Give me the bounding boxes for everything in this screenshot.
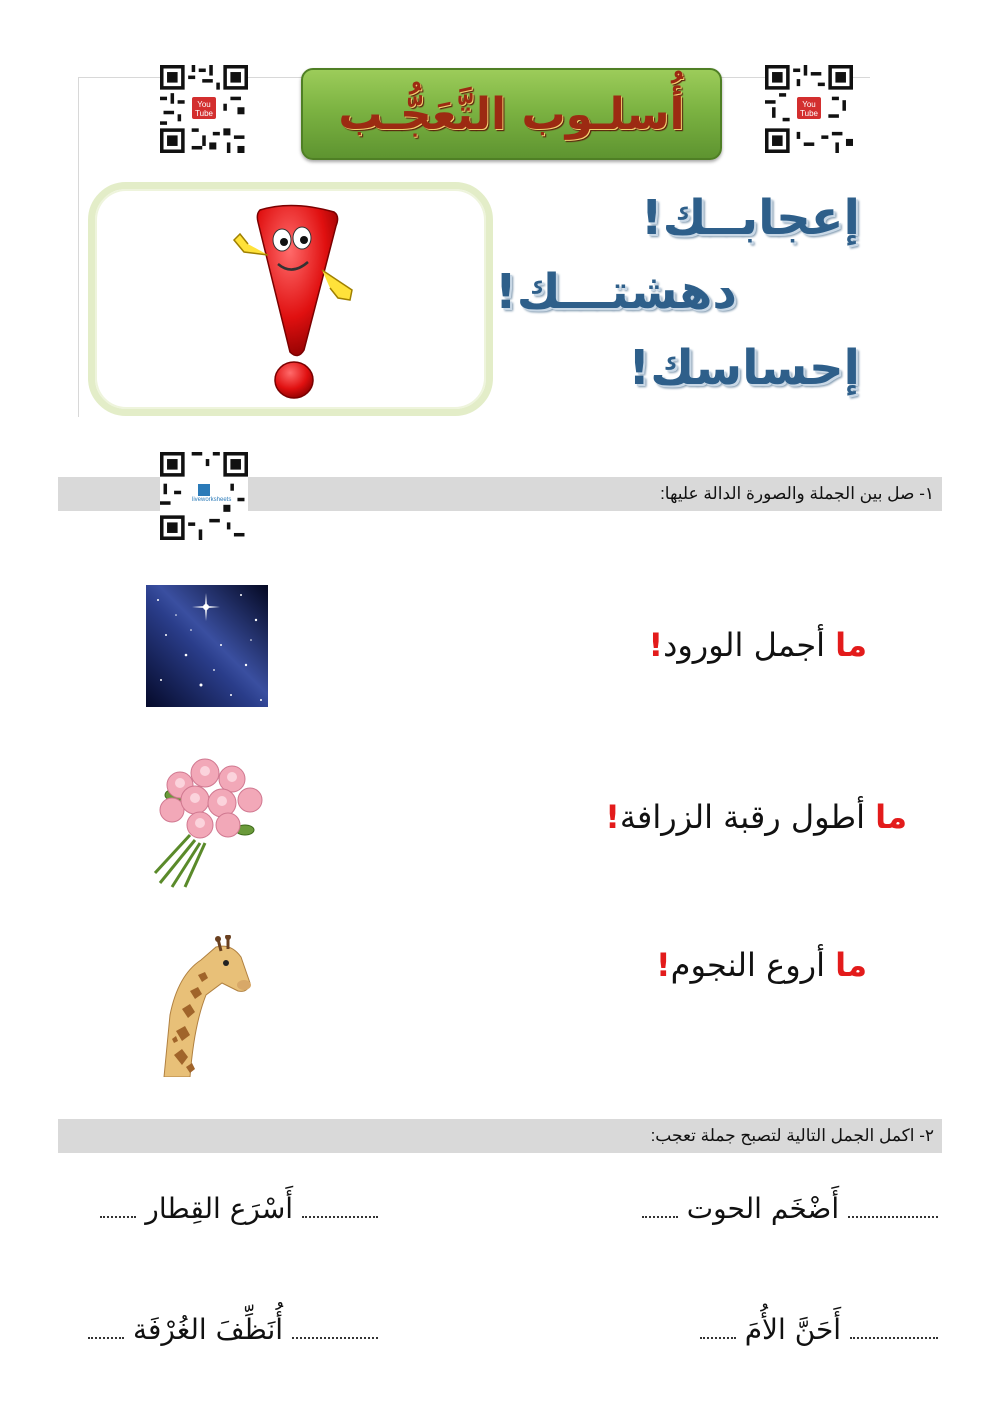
exclamation-mark-character-icon <box>222 200 367 405</box>
match-sentence-1[interactable] <box>649 626 868 664</box>
exercise1-instruction: ١- صل بين الجملة والصورة الدالة عليها: <box>660 484 934 503</box>
stars-picture[interactable] <box>146 585 268 707</box>
completion-text: أَحَنَّ الأُمَ <box>744 1313 842 1346</box>
answer-blank[interactable] <box>850 1337 938 1339</box>
answer-blank[interactable] <box>848 1216 938 1218</box>
intro-word-admiration: إعجابــك! <box>640 190 860 246</box>
liveworksheets-logo-icon <box>192 482 232 508</box>
header-left-rule <box>78 77 79 417</box>
youtube-icon: You Tube <box>190 95 218 121</box>
answer-blank[interactable] <box>292 1337 378 1339</box>
liveworksheets-label: liveworksheets <box>192 497 232 503</box>
completion-text: أُنَظِّفَ الغُرْفَة <box>133 1313 284 1346</box>
exclamation-mark: ! <box>605 798 620 836</box>
match-sentence-2[interactable] <box>605 798 907 836</box>
qr-code-left[interactable] <box>160 65 248 153</box>
ma-word: ما <box>835 946 867 984</box>
youtube-icon: You Tube <box>795 95 823 121</box>
match-sentence-3[interactable] <box>656 946 867 984</box>
completion-text: أَسْرَع القِطار <box>145 1192 294 1225</box>
completion-text: أَضْخَم الحوت <box>686 1192 840 1225</box>
sentence-text: أروع النجوم <box>670 946 836 984</box>
answer-blank[interactable] <box>100 1216 136 1218</box>
completion-item-3[interactable] <box>700 1313 938 1346</box>
roses-picture[interactable] <box>150 755 270 890</box>
completion-item-2[interactable] <box>100 1192 378 1225</box>
sentence-text: أجمل الورود <box>663 626 836 664</box>
intro-word-feeling: إحساسك! <box>628 340 860 396</box>
ma-word: ما <box>875 798 907 836</box>
title-banner <box>301 68 722 160</box>
answer-blank[interactable] <box>302 1216 378 1218</box>
exercise2-instruction-bar <box>58 1119 942 1153</box>
completion-item-1[interactable] <box>642 1192 938 1225</box>
qr-code-right[interactable] <box>765 65 853 153</box>
ma-word: ما <box>835 626 867 664</box>
page-title: أُسلـوب التَّعَجُّـب <box>338 88 685 140</box>
intro-word-astonishment: دهشتـــك! <box>494 264 737 320</box>
giraffe-picture[interactable] <box>156 935 256 1077</box>
exclamation-mark: ! <box>656 946 671 984</box>
sentence-text: أطول رقبة الزرافة <box>619 798 876 836</box>
answer-blank[interactable] <box>88 1337 124 1339</box>
exercise2-instruction: ٢- اكمل الجمل التالية لتصبح جملة تعجب: <box>650 1126 934 1145</box>
qr-code-liveworksheets[interactable] <box>160 452 248 540</box>
answer-blank[interactable] <box>700 1337 736 1339</box>
answer-blank[interactable] <box>642 1216 678 1218</box>
exclamation-mark: ! <box>648 626 664 664</box>
completion-item-4[interactable] <box>88 1313 378 1346</box>
